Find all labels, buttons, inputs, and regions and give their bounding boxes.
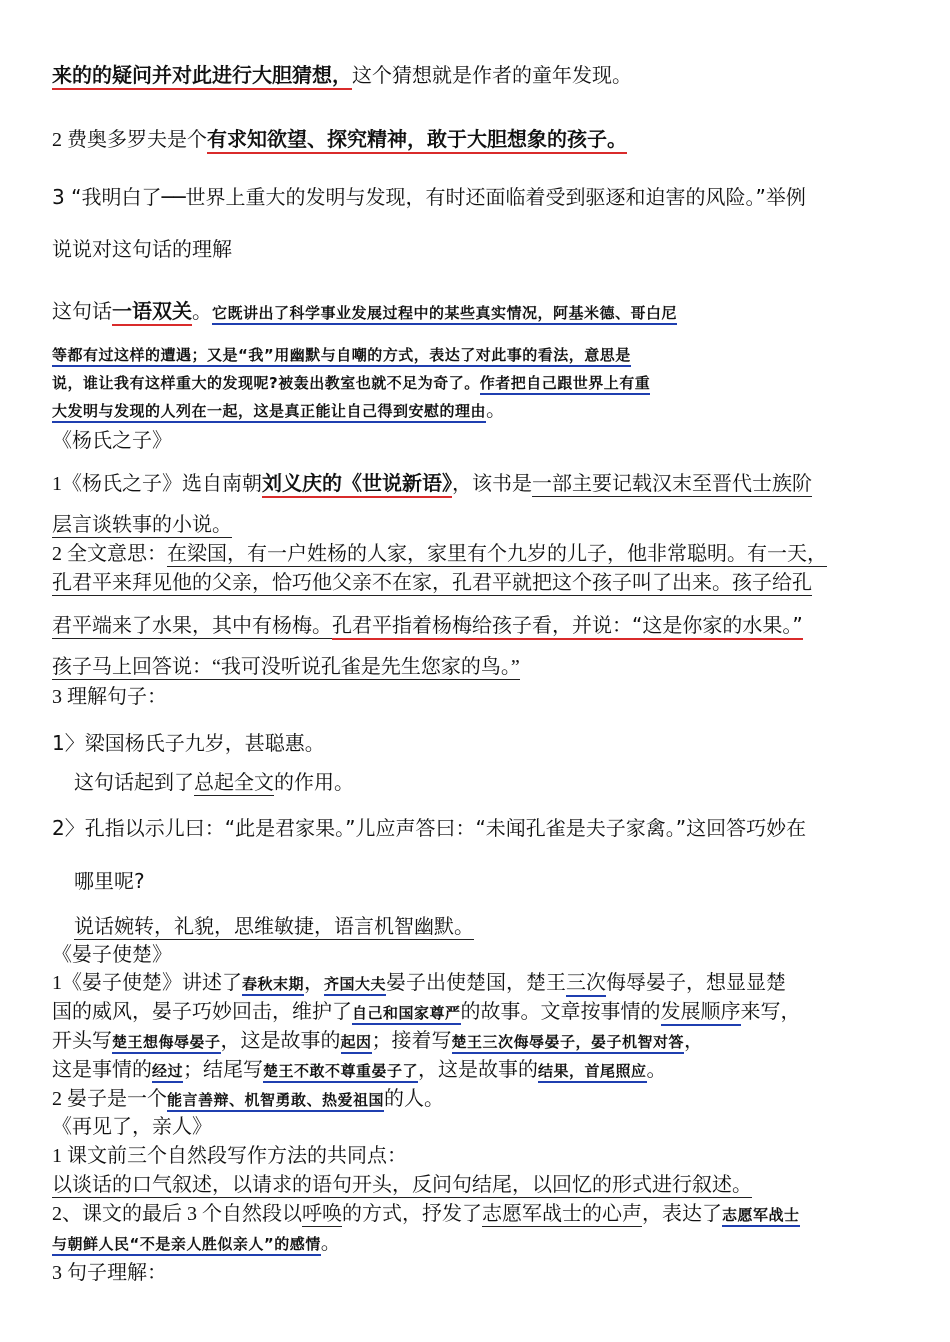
handwritten-note: 经过: [152, 1062, 183, 1083]
text: 侮辱晏子，想显显楚: [606, 972, 787, 994]
handwritten-note: 与朝鲜人民“不是亲人胜似亲人”的感情: [52, 1235, 321, 1256]
section-title: 《杨氏之子》: [52, 430, 172, 452]
handwritten-note: 作者把自己跟世界上有重: [480, 374, 651, 395]
text: 2 全文意思：: [52, 543, 167, 565]
section-title: 《再见了，亲人》: [52, 1116, 212, 1138]
line-18: [74, 770, 354, 796]
handwritten-note: 说，谁让我有这样重大的发现呢?被轰出教室也就不足为奇了。: [52, 374, 480, 392]
underlined-text: 总起全文: [194, 772, 274, 794]
text: 1《杨氏之子》选自南朝: [52, 473, 262, 495]
text: 。: [486, 399, 507, 421]
text: 的作用。: [274, 772, 354, 794]
underlined-text: 以谈话的口气叙述，以请求的语句开头，反问句结尾，以回忆的形式进行叙述。: [52, 1174, 752, 1196]
line-10: [52, 470, 812, 497]
line-32: [52, 1230, 341, 1257]
line-13: [52, 570, 812, 596]
sentence-2-cont: 哪里呢?: [74, 869, 145, 893]
line-6: [52, 341, 631, 368]
text: ，: [684, 1030, 705, 1052]
line-29: 1 课文前三个自然段写作方法的共同点：: [52, 1145, 407, 1167]
line-8: [52, 397, 506, 424]
text: 的方式，抒发了: [342, 1203, 482, 1225]
line-15: [52, 654, 520, 680]
underlined-text: 志愿军战士的心声: [482, 1203, 642, 1225]
line-30: [52, 1172, 752, 1198]
text: ；接着写: [371, 1030, 452, 1052]
line-16: 3 理解句子：: [52, 686, 167, 708]
question-line-cont: 说说对这句话的理解: [52, 237, 232, 261]
text: 这是事情的: [52, 1059, 152, 1081]
text: 2 费奥多罗夫是个: [52, 129, 207, 151]
sentence-1: 1〉梁国杨氏子九岁，甚聪惠。: [52, 731, 325, 755]
line-25: [52, 1028, 704, 1055]
highlight-red: 孔君平指着杨梅给孩子看，并说：“这是你家的水果。”: [332, 613, 803, 640]
handwritten-note: 楚王不敢不尊重晏子了: [263, 1062, 418, 1083]
line-21: [74, 914, 474, 940]
handwritten-note: 春秋末期: [242, 975, 304, 996]
text: 晏子出使楚国，楚王: [386, 972, 567, 994]
highlight-red: 有求知欲望、探究精神，敢于大胆想象的孩子。: [207, 127, 627, 154]
highlight-red: 一语双关: [112, 299, 192, 326]
text: 这句话起到了: [74, 772, 194, 794]
line-11: [52, 512, 232, 538]
text: 这句话: [52, 301, 112, 323]
line-2: [52, 126, 627, 153]
text: ，这是故事的: [418, 1059, 539, 1081]
line-33: 3 句子理解：: [52, 1262, 167, 1284]
text: ，该书是: [452, 473, 532, 495]
text: ，表达了: [642, 1203, 722, 1225]
line-5: [52, 298, 677, 326]
underlined-text: 发展顺序: [661, 1001, 741, 1026]
handwritten-note: 它既讲出了科学事业发展过程中的某些真实情况，阿基米德、哥白尼: [212, 304, 677, 325]
handwritten-note: 齐国大夫: [324, 975, 386, 996]
line-27: [52, 1086, 444, 1113]
underlined-text: 孔君平来拜见他的父亲，恰巧他父亲不在家，孔君平就把这个孩子叫了出来。孩子给孔: [52, 572, 812, 594]
text: 的故事。文章按事情的: [460, 1001, 661, 1023]
line-7: [52, 369, 650, 396]
section-title: 《晏子使楚》: [52, 944, 172, 966]
line-12: [52, 541, 827, 567]
underlined-text: 在梁国，有一户姓杨的人家，家里有个九岁的儿子，他非常聪明。有一天，: [167, 543, 827, 565]
handwritten-note: 结果，首尾照应: [538, 1062, 647, 1083]
text: ，: [304, 972, 325, 994]
text: 2 晏子是一个: [52, 1088, 167, 1110]
text: 的人。: [384, 1088, 445, 1110]
sentence-2: 2〉孔指以示儿曰：“此是君家果。”儿应声答曰：“未闻孔雀是夫子家禽。”这回答巧妙在: [52, 816, 807, 840]
line-14: [52, 612, 803, 639]
highlight-red: 来的的疑问并对此进行大胆猜想，: [52, 63, 352, 90]
text: 2、课文的最后 3 个自然段以: [52, 1203, 302, 1225]
text: 这个猜想就是作者的童年发现。: [352, 65, 632, 87]
underlined-text: 君平端来了水果，其中有杨梅。: [52, 615, 332, 637]
text: 。: [320, 1232, 341, 1254]
line-1: [52, 62, 632, 89]
handwritten-note: 能言善辩、机智勇敢、热爱祖国: [167, 1091, 384, 1112]
underlined-text: 三次: [566, 972, 606, 997]
underlined-text: 呼唤: [302, 1203, 342, 1225]
text: 开头写: [52, 1030, 112, 1052]
underlined-text: 说话婉转，礼貌，思维敏捷，语言机智幽默。: [74, 916, 474, 938]
handwritten-note: 自己和国家尊严: [352, 1004, 461, 1025]
text: ；结尾写: [183, 1059, 264, 1081]
underlined-text: 一部主要记载汉末至晋代士族阶: [532, 473, 812, 495]
handwritten-note: 楚王想侮辱晏子: [112, 1033, 221, 1054]
text: 国的威风，晏子巧妙回击，维护了: [52, 1001, 352, 1023]
handwritten-note: 等都有过这样的遭遇；又是“我”用幽默与自嘲的方式，表达了对此事的看法，意思是: [52, 346, 631, 367]
highlight-red: 刘义庆的《世说新语》: [262, 471, 452, 498]
text: 。: [646, 1059, 667, 1081]
text: 。: [192, 301, 212, 323]
handwritten-note: 楚王三次侮辱晏子，晏子机智对答: [452, 1033, 685, 1054]
line-26: [52, 1057, 667, 1084]
line-24: [52, 999, 801, 1026]
handwritten-note: 大发明与发现的人列在一起，这是真正能让自己得到安慰的理由: [52, 402, 486, 423]
underlined-text: 孩子马上回答说：“我可没听说孔雀是先生您家的鸟。”: [52, 656, 520, 678]
text: 来写，: [740, 1001, 801, 1023]
handwritten-note: 起因: [341, 1033, 372, 1054]
text: ，这是故事的: [220, 1030, 341, 1052]
question-line: 3 “我明白了──世界上重大的发明与发现，有时还面临着受到驱逐和迫害的风险。”举例: [52, 185, 806, 209]
line-31: [52, 1201, 800, 1228]
handwritten-note: 志愿军战士: [722, 1206, 800, 1227]
line-23: [52, 970, 786, 997]
text: 1《晏子使楚》讲述了: [52, 972, 242, 994]
underlined-text: 层言谈轶事的小说。: [52, 514, 232, 536]
